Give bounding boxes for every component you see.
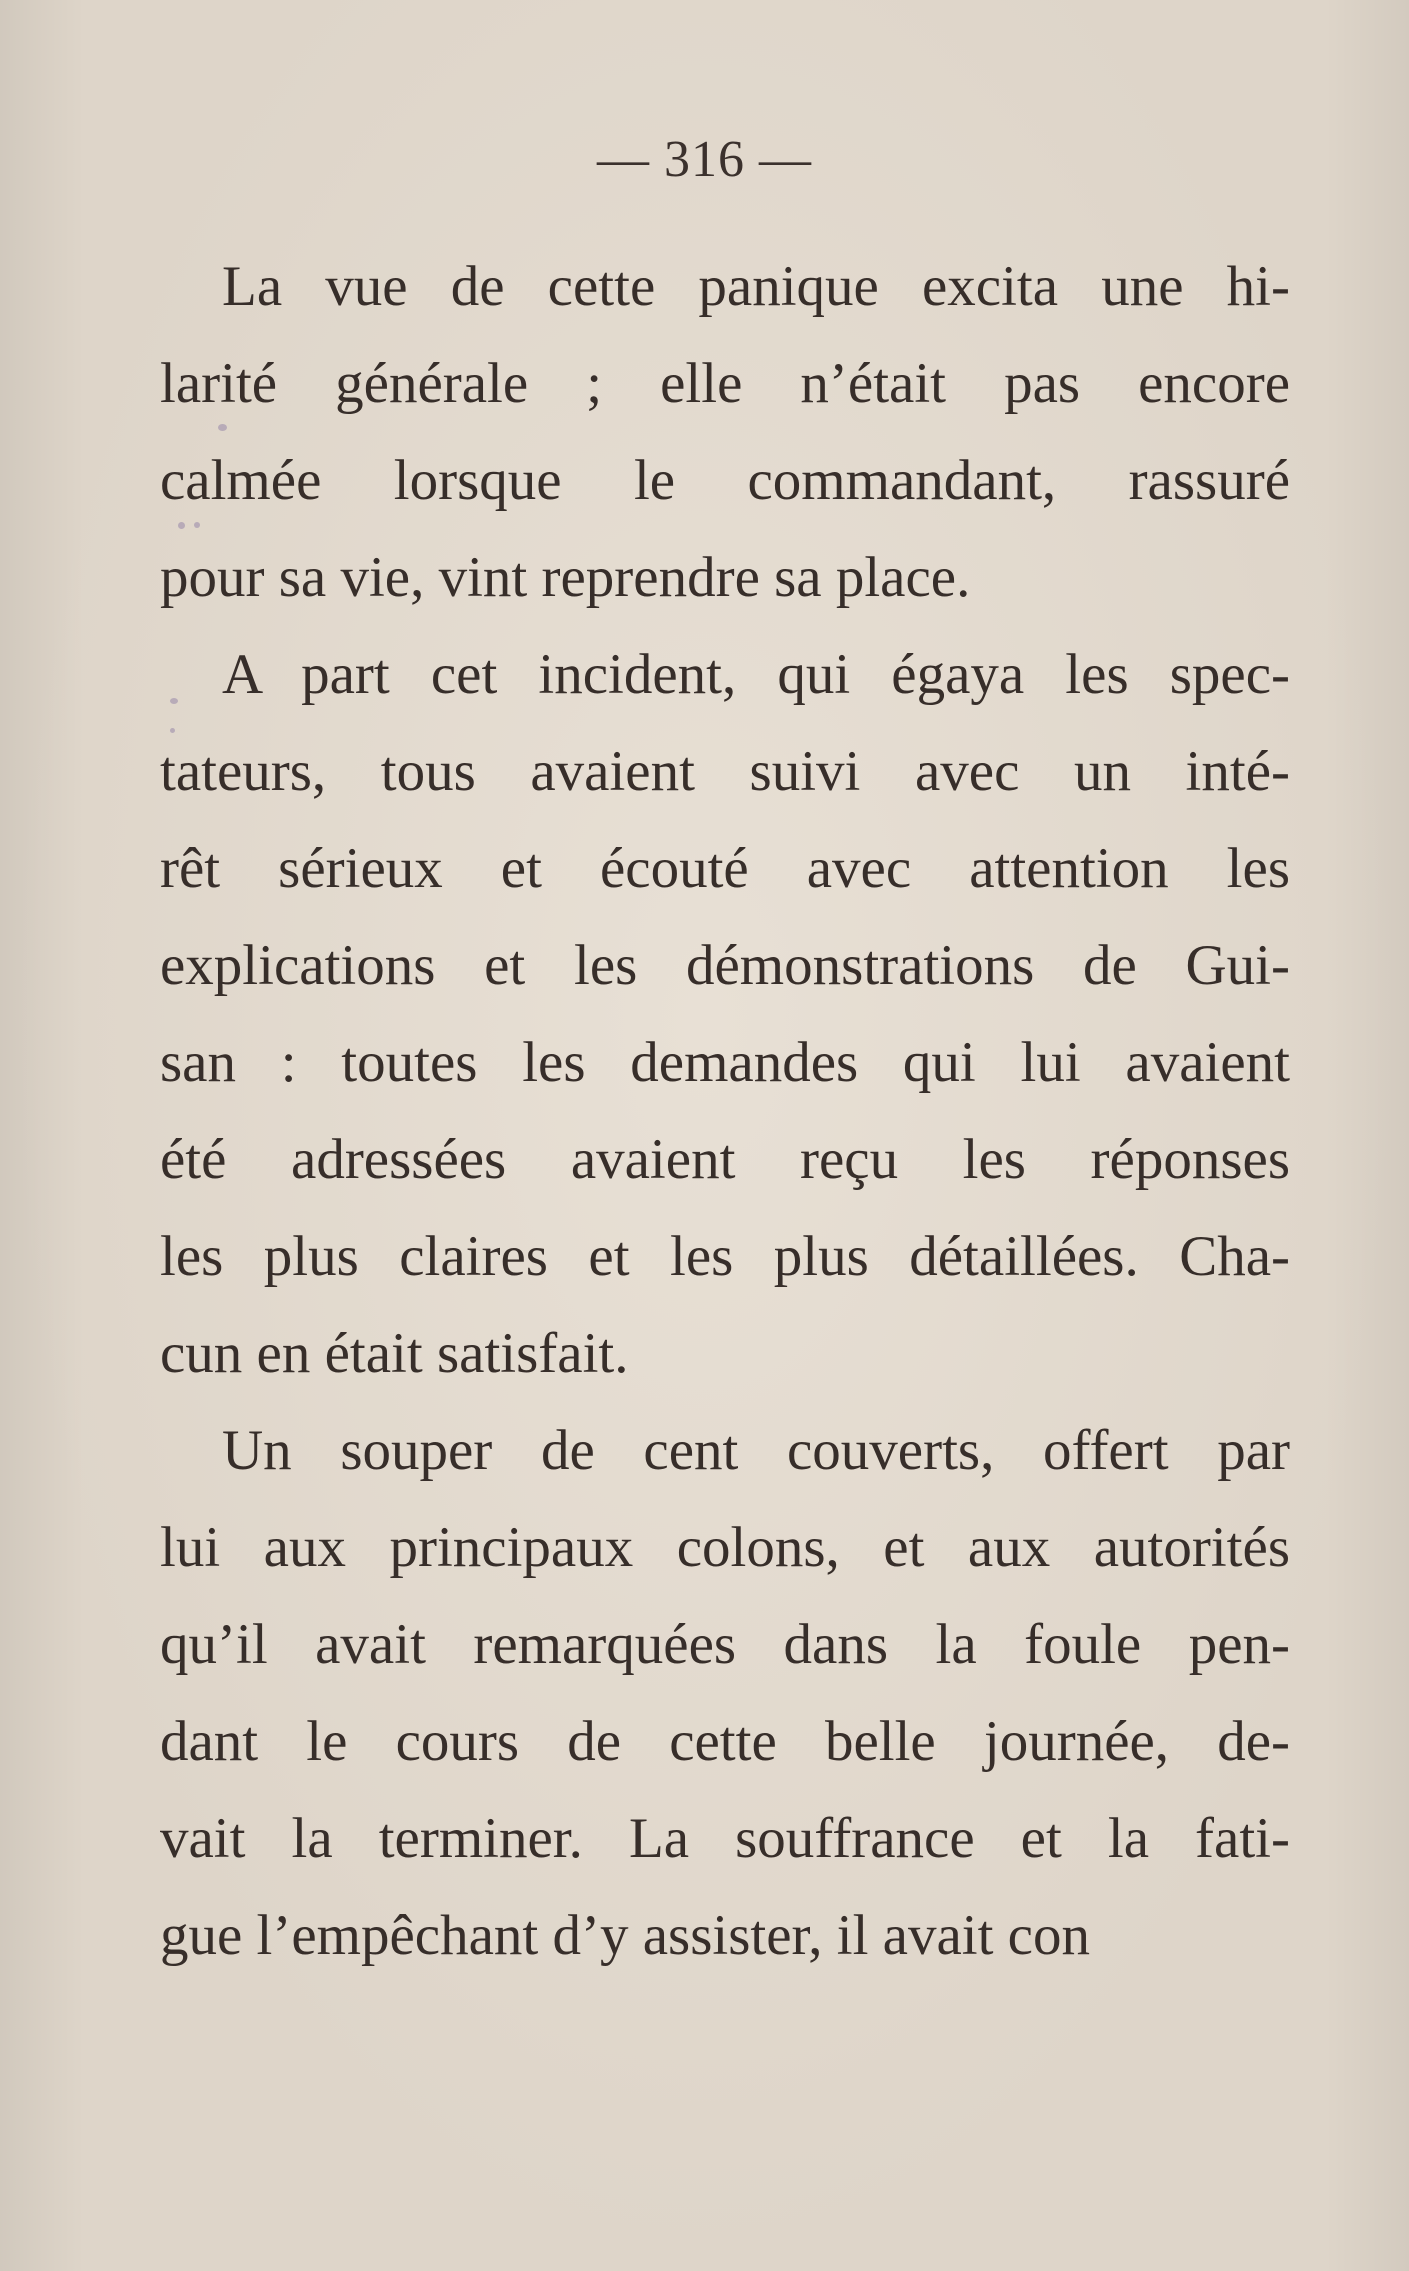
ink-speck <box>218 424 227 431</box>
text-line: qu’il avait remarquées dans la foule pen- <box>160 1613 1290 1676</box>
ink-speck <box>170 698 178 704</box>
text-line: pour sa vie, vint reprendre sa place. <box>160 546 971 609</box>
text-line: A part cet incident, qui égaya les spec- <box>222 643 1290 706</box>
page-number: — 316 — <box>597 131 812 188</box>
text-line: été adressées avaient reçu les réponses <box>160 1128 1290 1191</box>
text-line: calmée lorsque le commandant, rassuré <box>160 449 1290 512</box>
text-line: cun en était satisfait. <box>160 1322 629 1385</box>
text-line: La vue de cette panique excita une hi- <box>222 255 1290 318</box>
ink-speck <box>170 728 175 733</box>
text-line: explications et les démonstrations de Gui- <box>160 934 1290 997</box>
text-line: les plus claires et les plus détaillées. Cha- <box>160 1225 1290 1288</box>
text-line: rêt sérieux et écouté avec attention les <box>160 837 1290 900</box>
text-line: lui aux principaux colons, et aux autorités <box>160 1516 1290 1579</box>
text-line: larité générale ; elle n’était pas encore <box>160 352 1290 415</box>
text-line: dant le cours de cette belle journée, de- <box>160 1710 1290 1773</box>
text-line: tateurs, tous avaient suivi avec un inté- <box>160 740 1290 803</box>
text-line: san : toutes les demandes qui lui avaient <box>160 1031 1290 1094</box>
ink-speck <box>178 522 185 529</box>
text-line: Un souper de cent couverts, offert par <box>222 1419 1290 1482</box>
ink-speck <box>194 522 200 528</box>
body-text <box>160 238 1290 1984</box>
text-line: gue l’empêchant d’y assister, il avait con <box>160 1904 1090 1967</box>
text-line: vait la terminer. La souffrance et la fati- <box>160 1807 1290 1870</box>
